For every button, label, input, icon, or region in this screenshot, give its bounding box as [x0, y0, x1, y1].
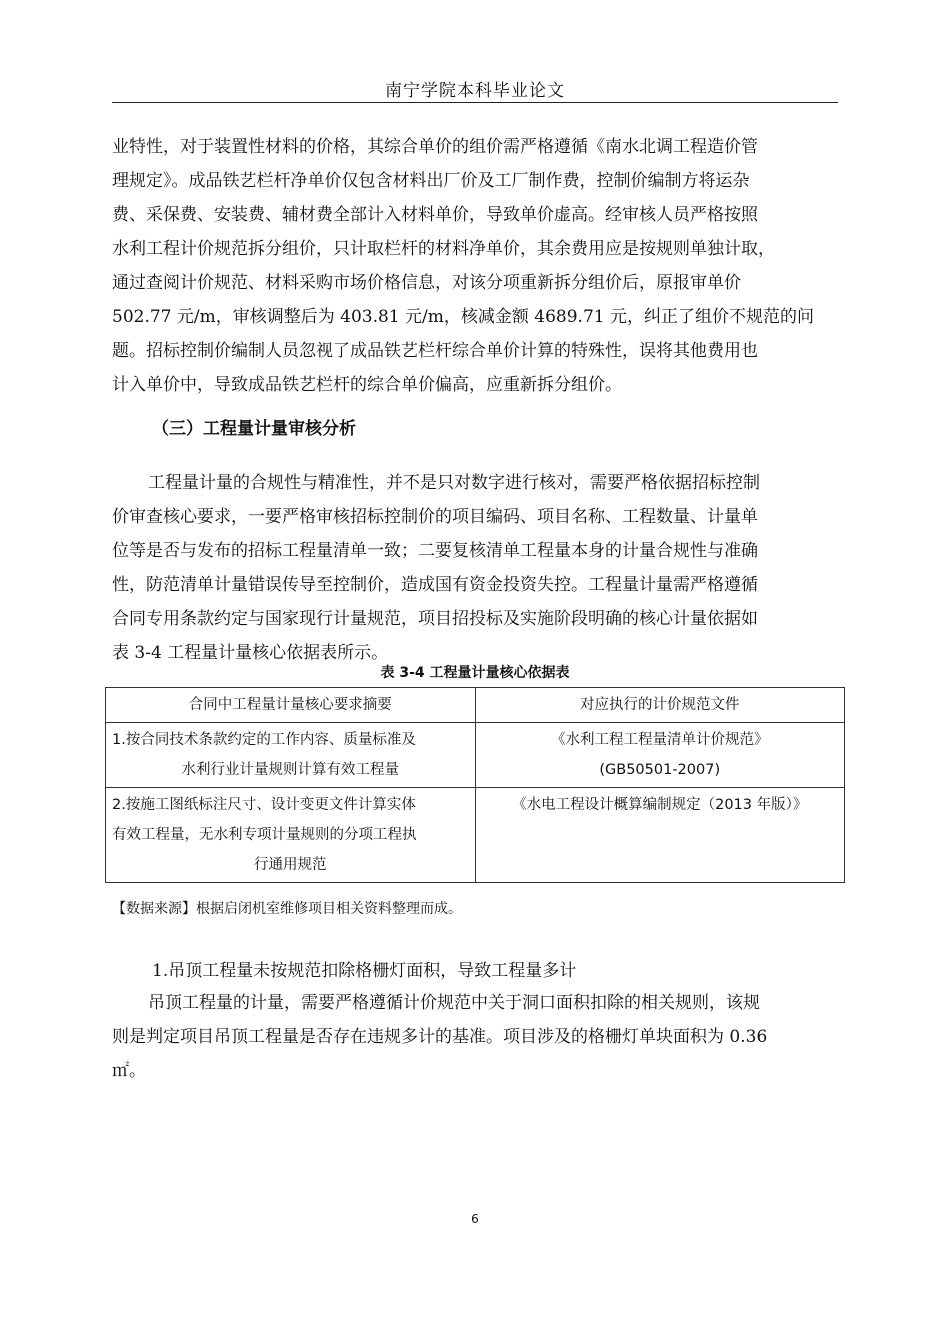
table-cell-requirement	[106, 723, 476, 788]
column-header-requirement: 合同中工程量计量核心要求摘要	[106, 688, 476, 723]
text-line: 价审查核心要求，一要严格审核招标控制价的项目编码、项目名称、工程数量、计量单	[112, 507, 758, 527]
cell-line: 《水利工程工程量清单计价规范》	[551, 732, 769, 748]
paragraph-component-pricing	[112, 130, 838, 402]
cell-line: 水利行业计量规则计算有效工程量	[181, 762, 399, 778]
cell-line: 行通用规范	[254, 857, 327, 873]
cell-line: 2.按施工图纸标注尺寸、设计变更文件计算实体	[112, 797, 416, 813]
cell-line: (GB50501-2007)	[599, 762, 721, 778]
text-line: 合同专用条款约定与国家现行计量规范，项目招投标及实施阶段明确的核心计量依据如	[112, 609, 758, 629]
text-line: 通过查阅计价规范、材料采购市场价格信息，对该分项重新拆分组价后，原报审单价	[112, 273, 741, 293]
text-line: 费、采保费、安装费、辅材费全部计入材料单价，导致单价虚高。经审核人员严格按照	[112, 205, 758, 225]
paragraph-quantity-review	[112, 466, 838, 670]
cell-line: 1.按合同技术条款约定的工作内容、质量标准及	[112, 732, 416, 748]
table-row	[106, 788, 845, 883]
table-cell-requirement	[106, 788, 476, 883]
text-line: 则是判定项目吊顶工程量是否存在违规多计的基准。项目涉及的格栅灯单块面积为 0.36	[112, 1027, 768, 1047]
text-line: 水利工程计价规范拆分组价，只计取栏杆的材料净单价，其余费用应是按规则单独计取，	[112, 239, 775, 259]
text-line: 理规定》。成品铁艺栏杆净单价仅包含材料出厂价及工厂制作费，控制价编制方将运杂	[112, 171, 750, 191]
paragraph-ceiling-quantity	[112, 986, 838, 1088]
text-line: 位等是否与发布的招标工程量清单一致；二要复核清单工程量本身的计量合规性与准确	[112, 541, 758, 561]
text-line: 表 3-4 工程量计量核心依据表所示。	[112, 643, 389, 663]
measurement-basis-table	[105, 687, 845, 883]
text-line: 题。招标控制价编制人员忽视了成品铁艺栏杆综合单价计算的特殊性，误将其他费用也	[112, 341, 758, 361]
page-header-title: 南宁学院本科毕业论文	[385, 81, 565, 101]
text-line: 计入单价中，导致成品铁艺栏杆的综合单价偏高，应重新拆分组价。	[112, 375, 622, 395]
page-number: 6	[471, 1212, 479, 1226]
table-header-row	[106, 688, 845, 723]
table-cell-standard	[475, 723, 845, 788]
table-cell-standard	[475, 788, 845, 883]
cell-line: 有效工程量，无水利专项计量规则的分项工程执	[112, 827, 417, 843]
cell-line: 《水电工程设计概算编制规定（2013 年版）》	[512, 797, 808, 813]
text-line: 业特性，对于装置性材料的价格，其综合单价的组价需严格遵循《南水北调工程造价管	[112, 137, 758, 157]
text-line: ㎡。	[112, 1061, 146, 1081]
column-header-standard: 对应执行的计价规范文件	[475, 688, 845, 723]
text-line: 性，防范清单计量错误传导至控制价，造成国有资金投资失控。工程量计量需严格遵循	[112, 575, 758, 595]
table-row	[106, 723, 845, 788]
section-heading: （三）工程量计量审核分析	[152, 419, 356, 439]
table-caption: 表 3-4 工程量计量核心依据表	[380, 665, 570, 681]
subsection-heading: 1.吊顶工程量未按规范扣除格栅灯面积，导致工程量多计	[152, 961, 577, 981]
text-line: 吊顶工程量的计量，需要严格遵循计价规范中关于洞口面积扣除的相关规则，该规	[148, 993, 760, 1013]
text-line: 工程量计量的合规性与精准性，并不是只对数字进行核对，需要严格依据招标控制	[148, 473, 760, 493]
header-divider	[112, 102, 838, 103]
table-source-note: 【数据来源】根据启闭机室维修项目相关资料整理而成。	[112, 901, 462, 917]
text-line: 502.77 元/m，审核调整后为 403.81 元/m，核减金额 4689.71 元，纠正了组价不规范的问	[112, 307, 814, 327]
